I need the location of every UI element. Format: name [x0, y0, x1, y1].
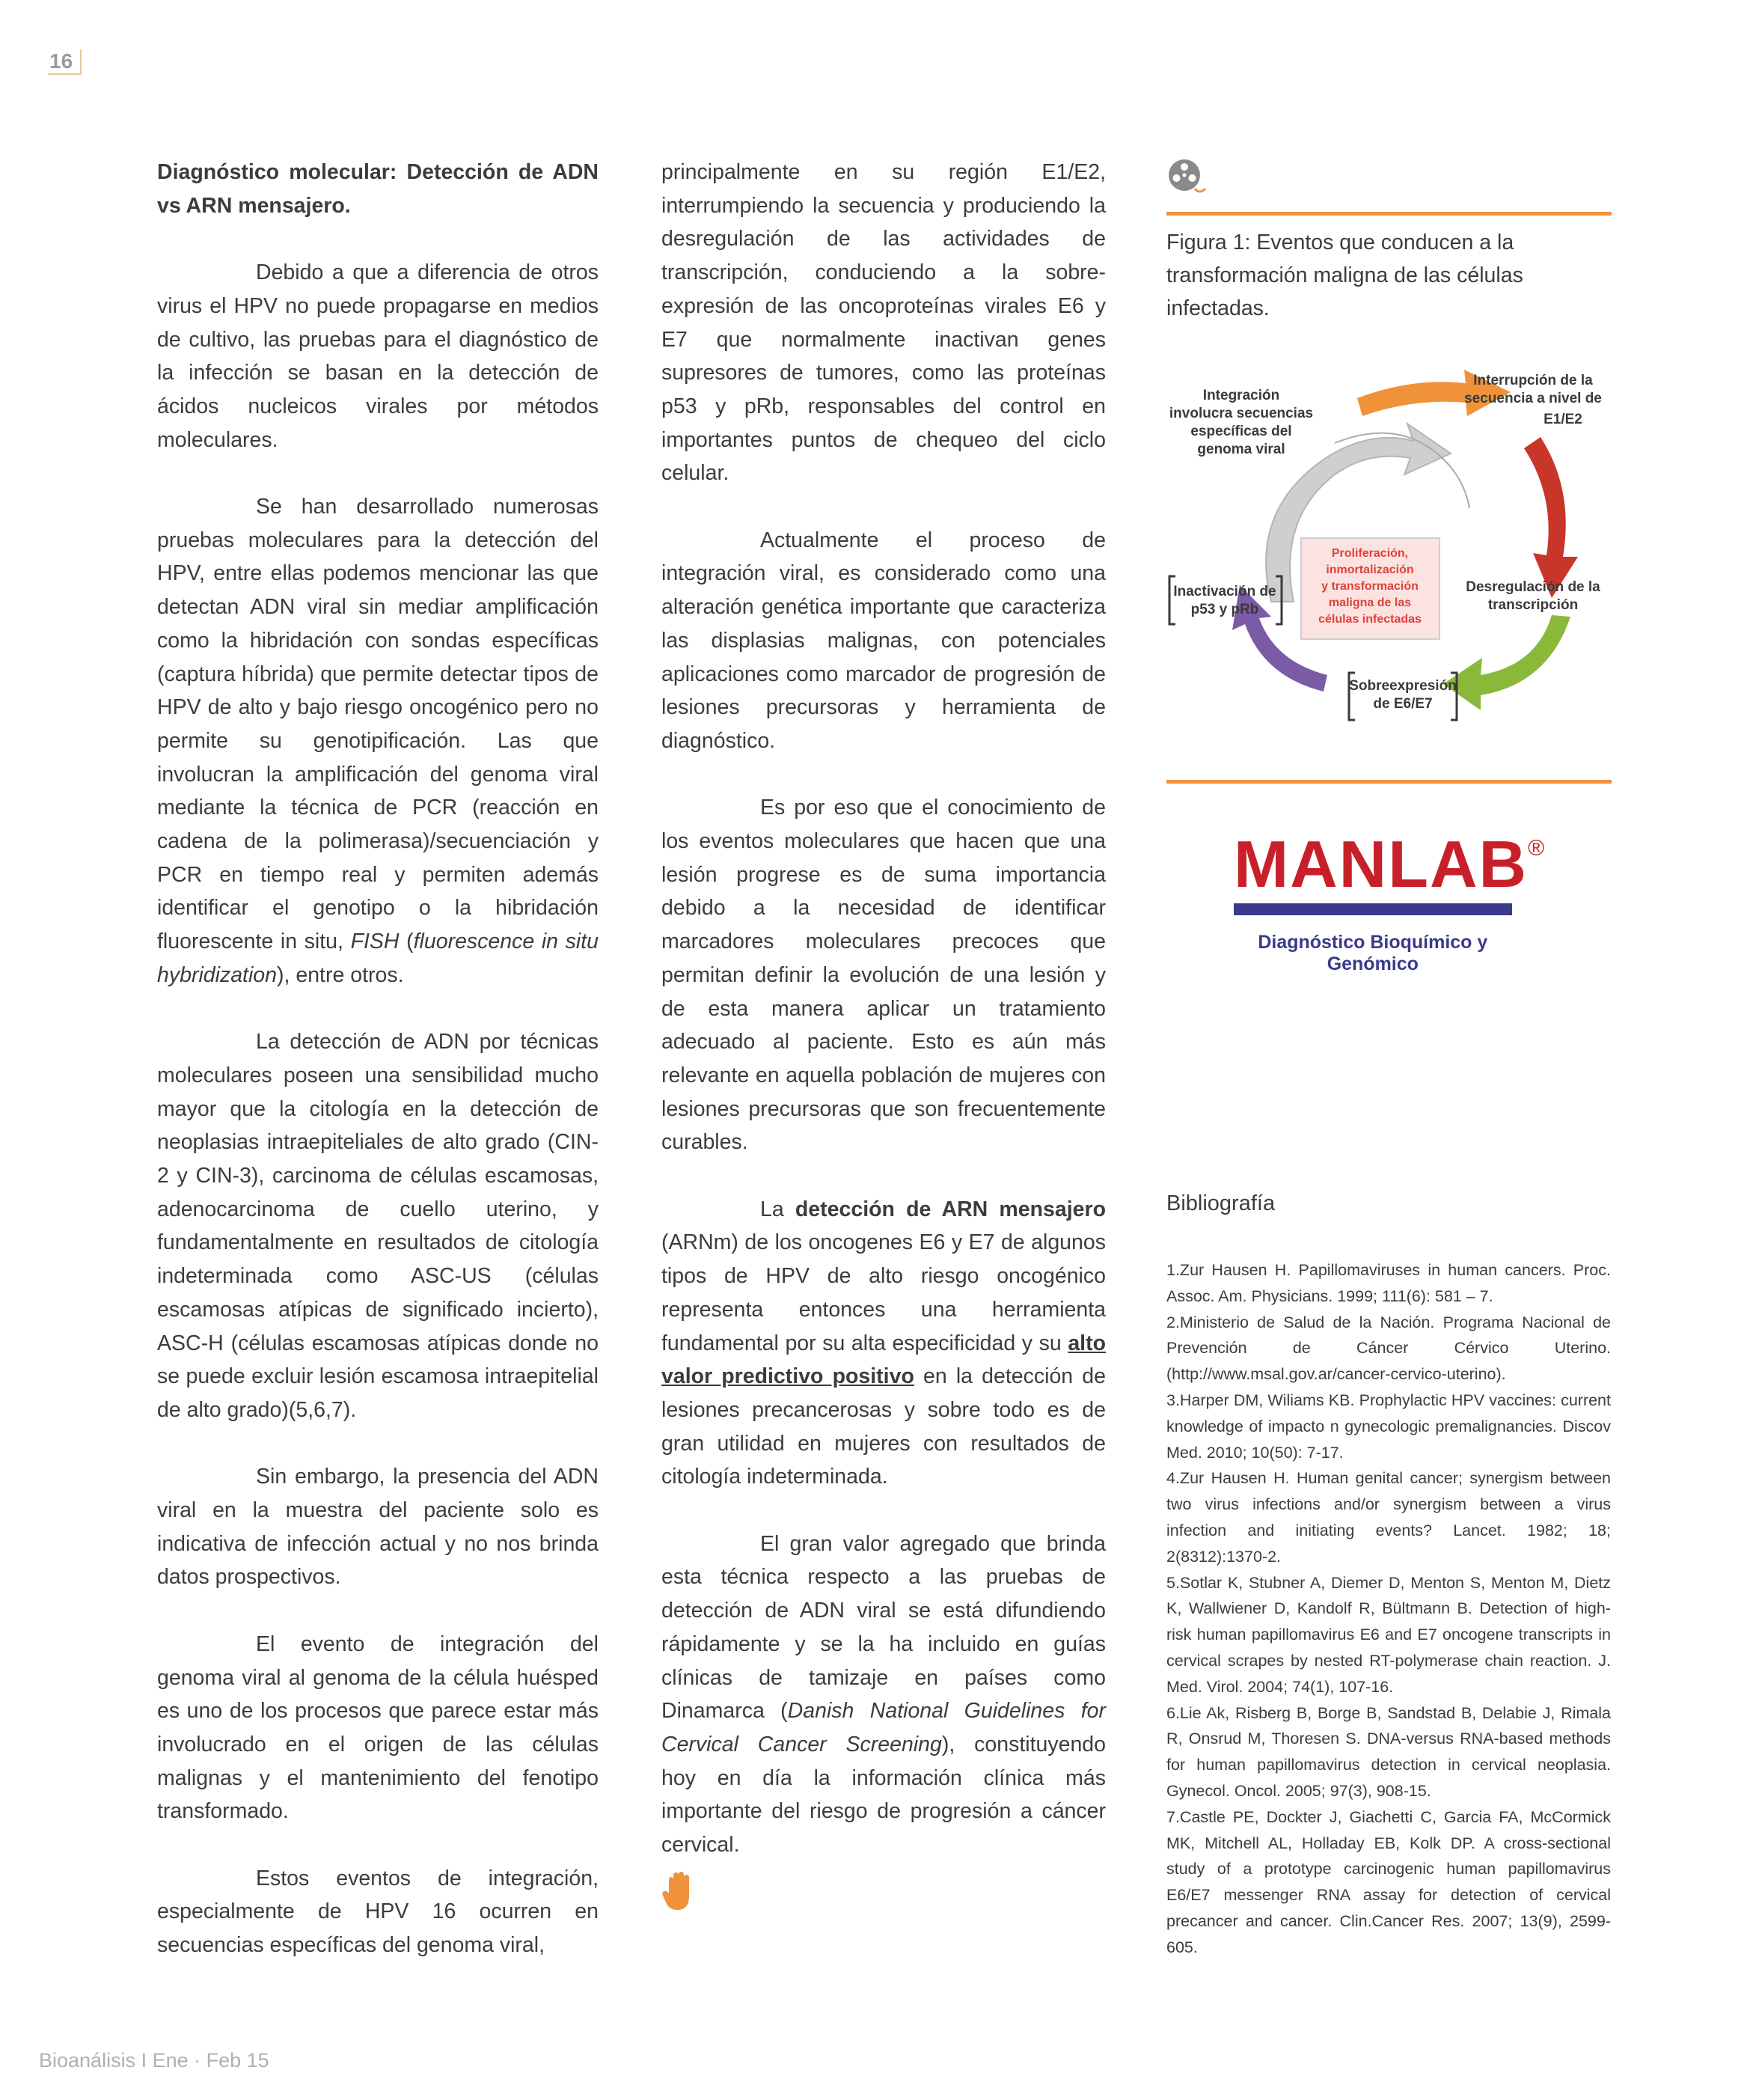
reference-1: 1.Zur Hausen H. Papillomaviruses in human cancers. Proc. Assoc. Am. Physicians. 1999; 111(6): 581 – 7. — [1166, 1261, 1611, 1305]
reference-7: 7.Castle PE, Dockter J, Giachetti C, Garcia FA, McCormick MK, Mitchell AL, Holladay EB, Kolk DP. A cross-sectional study of a prototype carcinogenic human papillomavirus E6/E7 messenger RNA assay for detection of cervical precancer and cancer. Clin.Cancer Res. 2007; 13(9), 2599-605. — [1166, 1807, 1611, 1956]
logo-tagline: Diagnóstico Bioquímico y Genómico — [1258, 932, 1488, 974]
top-rule — [1166, 212, 1612, 216]
arrow-green — [1443, 615, 1570, 710]
paragraph-1: Debido a que a diferencia de otros virus el HPV no puede propagarse en medios de cultivo, las pruebas para el diagnóstico de la infección se basan en la detección de ácidos nucleicos virales por métodos moleculares. — [157, 260, 599, 452]
interruption-label-2: secuencia a nivel de — [1464, 391, 1602, 406]
reference-2: 2.Ministerio de Salud de la Nación. Programa Nacional de Prevención de Cáncer Cérvico Uterino. (http://www.msal.gov.ar/cancer-cervico-uterino). — [1166, 1313, 1611, 1384]
page-number: 16 — [48, 49, 82, 75]
logo-registered: ® — [1528, 836, 1545, 861]
reference-3: 3.Harper DM, Wiliams KB. Prophylactic HPV vaccines: current knowledge of impacto n gynecologic premalignancies. Discov Med. 2010; 10(50): 7-17. — [1166, 1391, 1611, 1462]
column-1 — [157, 156, 599, 1962]
integration-label-3: específicas del — [1190, 424, 1292, 439]
reference-5: 5.Sotlar K, Stubner A, Diemer D, Menton S, Menton M, Dietz K, Wallwiener D, Kandolf R, Bültmann B. Detection of high-risk human papillomavirus E6 and E7 oncogene transcripts in cervical scrapes by nested RT-polymerase chain reaction. J. Med. Virol. 2004; 74(1), 107-16. — [1166, 1573, 1611, 1696]
paragraph-11: El gran valor agregado que brinda esta técnica respecto a las pruebas de detección de ADN viral se está difundiendo rápidamente y se la ha incluido en guías clínicas de tamizaje en países como Dinamarca (Danish National Guidelines for Cervical Cancer Screening), constituyendo hoy en día la información clínica más importante del riesgo de progresión a cáncer cervical. — [661, 1531, 1106, 1858]
overexpression-label-1: Sobreexpresión — [1349, 678, 1457, 694]
hand-icon — [661, 1871, 694, 1911]
figure-1-diagram — [1166, 355, 1608, 763]
center-label-2: inmortalización — [1326, 564, 1414, 576]
manlab-logo — [1166, 828, 1612, 975]
paragraph-3: La detección de ADN por técnicas moleculares poseen una sensibilidad mucho mayor que la citología en la detección de neoplasias intraepiteliales de alto grado (CIN-2 y CIN-3), carcinoma de células escamosas, adenocarcinoma de cuello uterino, y fundamentalmente en resultados de citología indeterminada como ASC-US (células escamosas atípicas de significado incierto), ASC-H (células escamosas atípicas donde no se puede excluir lesión escamosa intraepitelial de alto grado)(5,6,7). — [157, 1030, 599, 1422]
deregulation-label-2: transcripción — [1487, 597, 1579, 613]
logo-name: MANLAB — [1233, 827, 1529, 901]
logo-bar — [1234, 903, 1512, 915]
inactivation-label-1: Inactivación de — [1173, 584, 1276, 599]
bibliography-list — [1166, 1257, 1611, 1961]
integration-label-4: genoma viral — [1197, 442, 1285, 457]
center-label-1: Proliferación, — [1331, 547, 1409, 560]
center-label-3: y transformación — [1321, 580, 1419, 593]
paragraph-5: El evento de integración del genoma viral al genoma de la célula huésped es uno de los procesos que parece estar más involucrado en el origen de las células malignas y el mantenimiento del fenotipo transformado. — [157, 1632, 599, 1824]
reference-6: 6.Lie Ak, Risberg B, Borge B, Sandstad B, Delabie J, Rimala R, Onsrud M, Thoresen S. DNA-versus RNA-based methods for human papillomavirus detection in cervical neoplasia. Gynecol. Oncol. 2005; 97(3), 908-15. — [1166, 1703, 1611, 1800]
page-footer: Bioanálisis I Ene · Feb 15 — [39, 2049, 269, 2072]
bibliography-title: Bibliografía — [1166, 1191, 1276, 1215]
deregulation-label-1: Desregulación de la — [1466, 579, 1600, 595]
center-label-4: maligna de las — [1328, 596, 1412, 609]
paragraph-6: Estos eventos de integración, especialmente de HPV 16 ocurren en secuencias específicas del genoma viral, — [157, 1866, 599, 1958]
figure-bottom-rule — [1166, 780, 1612, 784]
section-heading: Diagnóstico molecular: Detección de ADN vs ARN mensajero. — [157, 160, 599, 218]
interruption-label-1: Interrupción de la — [1473, 373, 1593, 388]
column-3 — [1166, 156, 1612, 975]
paragraph-4: Sin embargo, la presencia del ADN viral en la muestra del paciente solo es indicativa de infección actual y no nos brinda datos prospectivos. — [157, 1465, 599, 1590]
paragraph-8: Actualmente el proceso de integración viral, es considerado como una alteración genética importante que caracteriza las displasias malignas, con potenciales aplicaciones como marcador de progresión de lesiones precursoras y herramienta de diagnóstico. — [661, 528, 1106, 753]
film-reel-icon — [1166, 157, 1207, 198]
column-2 — [661, 156, 1106, 1862]
reference-4: 4.Zur Hausen H. Human genital cancer; synergism between two virus infections and/or synergism between a virus infection and initiating events? Lancet. 1982; 18; 2(8312):1370-2. — [1166, 1469, 1611, 1566]
overexpression-label-2: de E6/E7 — [1373, 696, 1433, 712]
integration-label-2: involucra secuencias — [1169, 406, 1314, 421]
paragraph-2: Se han desarrollado numerosas pruebas moleculares para la detección del HPV, entre ellas podemos mencionar las que detectan ADN viral sin mediar amplificación como la hibridación con sondas específicas (captura híbrida) que permite detectar tipos de HPV de alto y bajo riesgo oncogénico pero no permite su genotipificación. Las que involucran la amplificación del genoma viral mediante la técnica de PCR (reacción en cadena de la polimerasa)/secuenciación y PCR en tiempo real y permiten además identificar el genotipo o la hibridación fluorescente in situ, FISH (fluorescence in situ hybridization), entre otros. — [157, 495, 599, 987]
interruption-label-3: E1/E2 — [1544, 412, 1582, 427]
inactivation-label-2: p53 y pRb — [1190, 602, 1259, 617]
integration-label-1: Integración — [1202, 388, 1280, 403]
center-label-5: células infectadas — [1318, 613, 1422, 626]
paragraph-9: Es por eso que el conocimiento de los eventos moleculares que hacen que una lesión progrese es de suma importancia debido a la necesidad de identificar marcadores moleculares precoces que permitan definir la evolución de una lesión y de esta manera aplicar un tratamiento adecuado al paciente. Esto es aún más relevante en aquella población de mujeres con lesiones precursoras que son frecuentemente curables. — [661, 796, 1106, 1155]
paragraph-7: principalmente en su región E1/E2, interrumpiendo la secuencia y produciendo la desregulación de las actividades de transcripción, conduciendo a la sobre-expresión de las oncoproteínas virales E6 y E7 que normalmente inactivan genes supresores de tumores, como las proteínas p53 y pRb, responsables del control en importantes puntos de chequeo del ciclo celular. — [661, 160, 1106, 486]
arrow-red — [1524, 437, 1578, 598]
figure-caption: Figura 1: Eventos que conducen a la transformación maligna de las células infectadas. — [1166, 231, 1523, 320]
paragraph-10: La detección de ARN mensajero (ARNm) de los oncogenes E6 y E7 de algunos tipos de HPV de alto riesgo oncogénico representa entonces una herramienta fundamental por su alta especificidad y su alto valor predictivo positivo en la detección de lesiones precancerosas y sobre todo es de gran utilidad en mujeres con resultados de citología indeterminada. — [661, 1197, 1107, 1489]
